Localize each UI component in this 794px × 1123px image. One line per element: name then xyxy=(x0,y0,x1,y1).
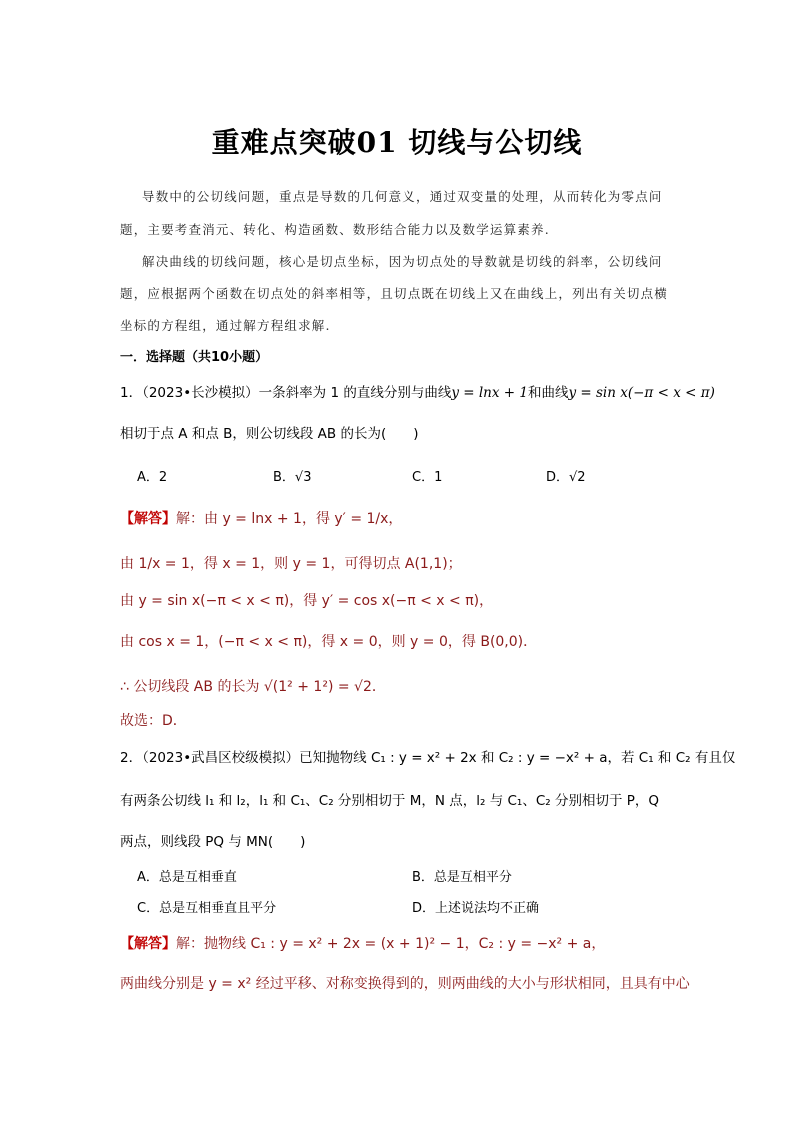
intro-p2-line3: 坐标的方程组，通过解方程组求解. xyxy=(120,318,331,333)
q1-option-a: A．2 xyxy=(137,470,168,485)
q1-option-c: C．1 xyxy=(412,470,443,485)
q1-solution-line2: 由 1/x = 1，得 x = 1，则 y = 1，可得切点 A(1,1)； xyxy=(120,556,462,572)
q2-solution-line1: 【解答】解：抛物线 C₁ : y = x² + 2x = (x + 1)² − 1，C₂ : y = −x² + a， xyxy=(120,936,606,952)
q1-option-b: B．√3 xyxy=(273,470,312,485)
q2-option-b: B．总是互相平分 xyxy=(412,870,512,885)
q2-stem-line3: 两点，则线段 PQ 与 MN( ) xyxy=(120,834,306,850)
q2-stem-line2: 有两条公切线 l₁ 和 l₂，l₁ 和 C₁、C₂ 分别相切于 M，N 点，l₂ 与 C₁、C₂ 分别相切于 P，Q xyxy=(120,793,660,809)
q2-solution-line2: 两曲线分别是 y = x² 经过平移、对称变换得到的，则两曲线的大小与形状相同，且具有中心 xyxy=(120,976,690,992)
q1-stem-line1: 1．（2023•长沙模拟）一条斜率为 1 的直线分别与曲线y = lnx + 1和曲线y = sin x(−π < x < π) xyxy=(120,385,715,401)
q2-option-a: A．总是互相垂直 xyxy=(137,870,237,885)
q1-option-d: D．√2 xyxy=(546,470,586,485)
section-heading: 一．选择题（共10小题） xyxy=(120,350,269,365)
q2-option-d: D．上述说法均不正确 xyxy=(412,901,540,916)
page-title: 重难点突破01 切线与公切线 xyxy=(211,126,583,159)
q1-solution-line1: 【解答】解：由 y = lnx + 1，得 y′ = 1/x， xyxy=(120,511,403,527)
q1-solution-line5: ∴ 公切线段 AB 的长为 √(1² + 1²) = √2． xyxy=(120,679,386,695)
q2-option-c: C．总是互相垂直且平分 xyxy=(137,901,277,916)
q1-solution-line3: 由 y = sin x(−π < x < π)，得 y′ = cos x(−π < x < π)， xyxy=(120,593,494,609)
q2-stem-line1: 2．（2023•武昌区校级模拟）已知抛物线 C₁ : y = x² + 2x 和 C₂ : y = −x² + a，若 C₁ 和 C₂ 有且仅 xyxy=(120,750,736,766)
q1-stem-line2: 相切于点 A 和点 B，则公切线段 AB 的长为( ) xyxy=(120,426,419,442)
q1-solution-line4: 由 cos x = 1，(−π < x < π)，得 x = 0，则 y = 0，得 B(0,0)． xyxy=(120,634,538,650)
intro-p1-line2: 题，主要考查消元、转化、构造函数、数形结合能力以及数学运算素养. xyxy=(120,222,550,237)
q1-solution-line6: 故选：D． xyxy=(120,713,187,729)
intro-p1-line1: 导数中的公切线问题，重点是导数的几何意义，通过双变量的处理，从而转化为零点问 xyxy=(142,189,663,204)
intro-p2-line1: 解决曲线的切线问题，核心是切点坐标，因为切点处的导数就是切线的斜率，公切线问 xyxy=(142,254,663,269)
intro-p2-line2: 题，应根据两个函数在切点处的斜率相等，且切点既在切线上又在曲线上，列出有关切点横 xyxy=(120,286,669,301)
